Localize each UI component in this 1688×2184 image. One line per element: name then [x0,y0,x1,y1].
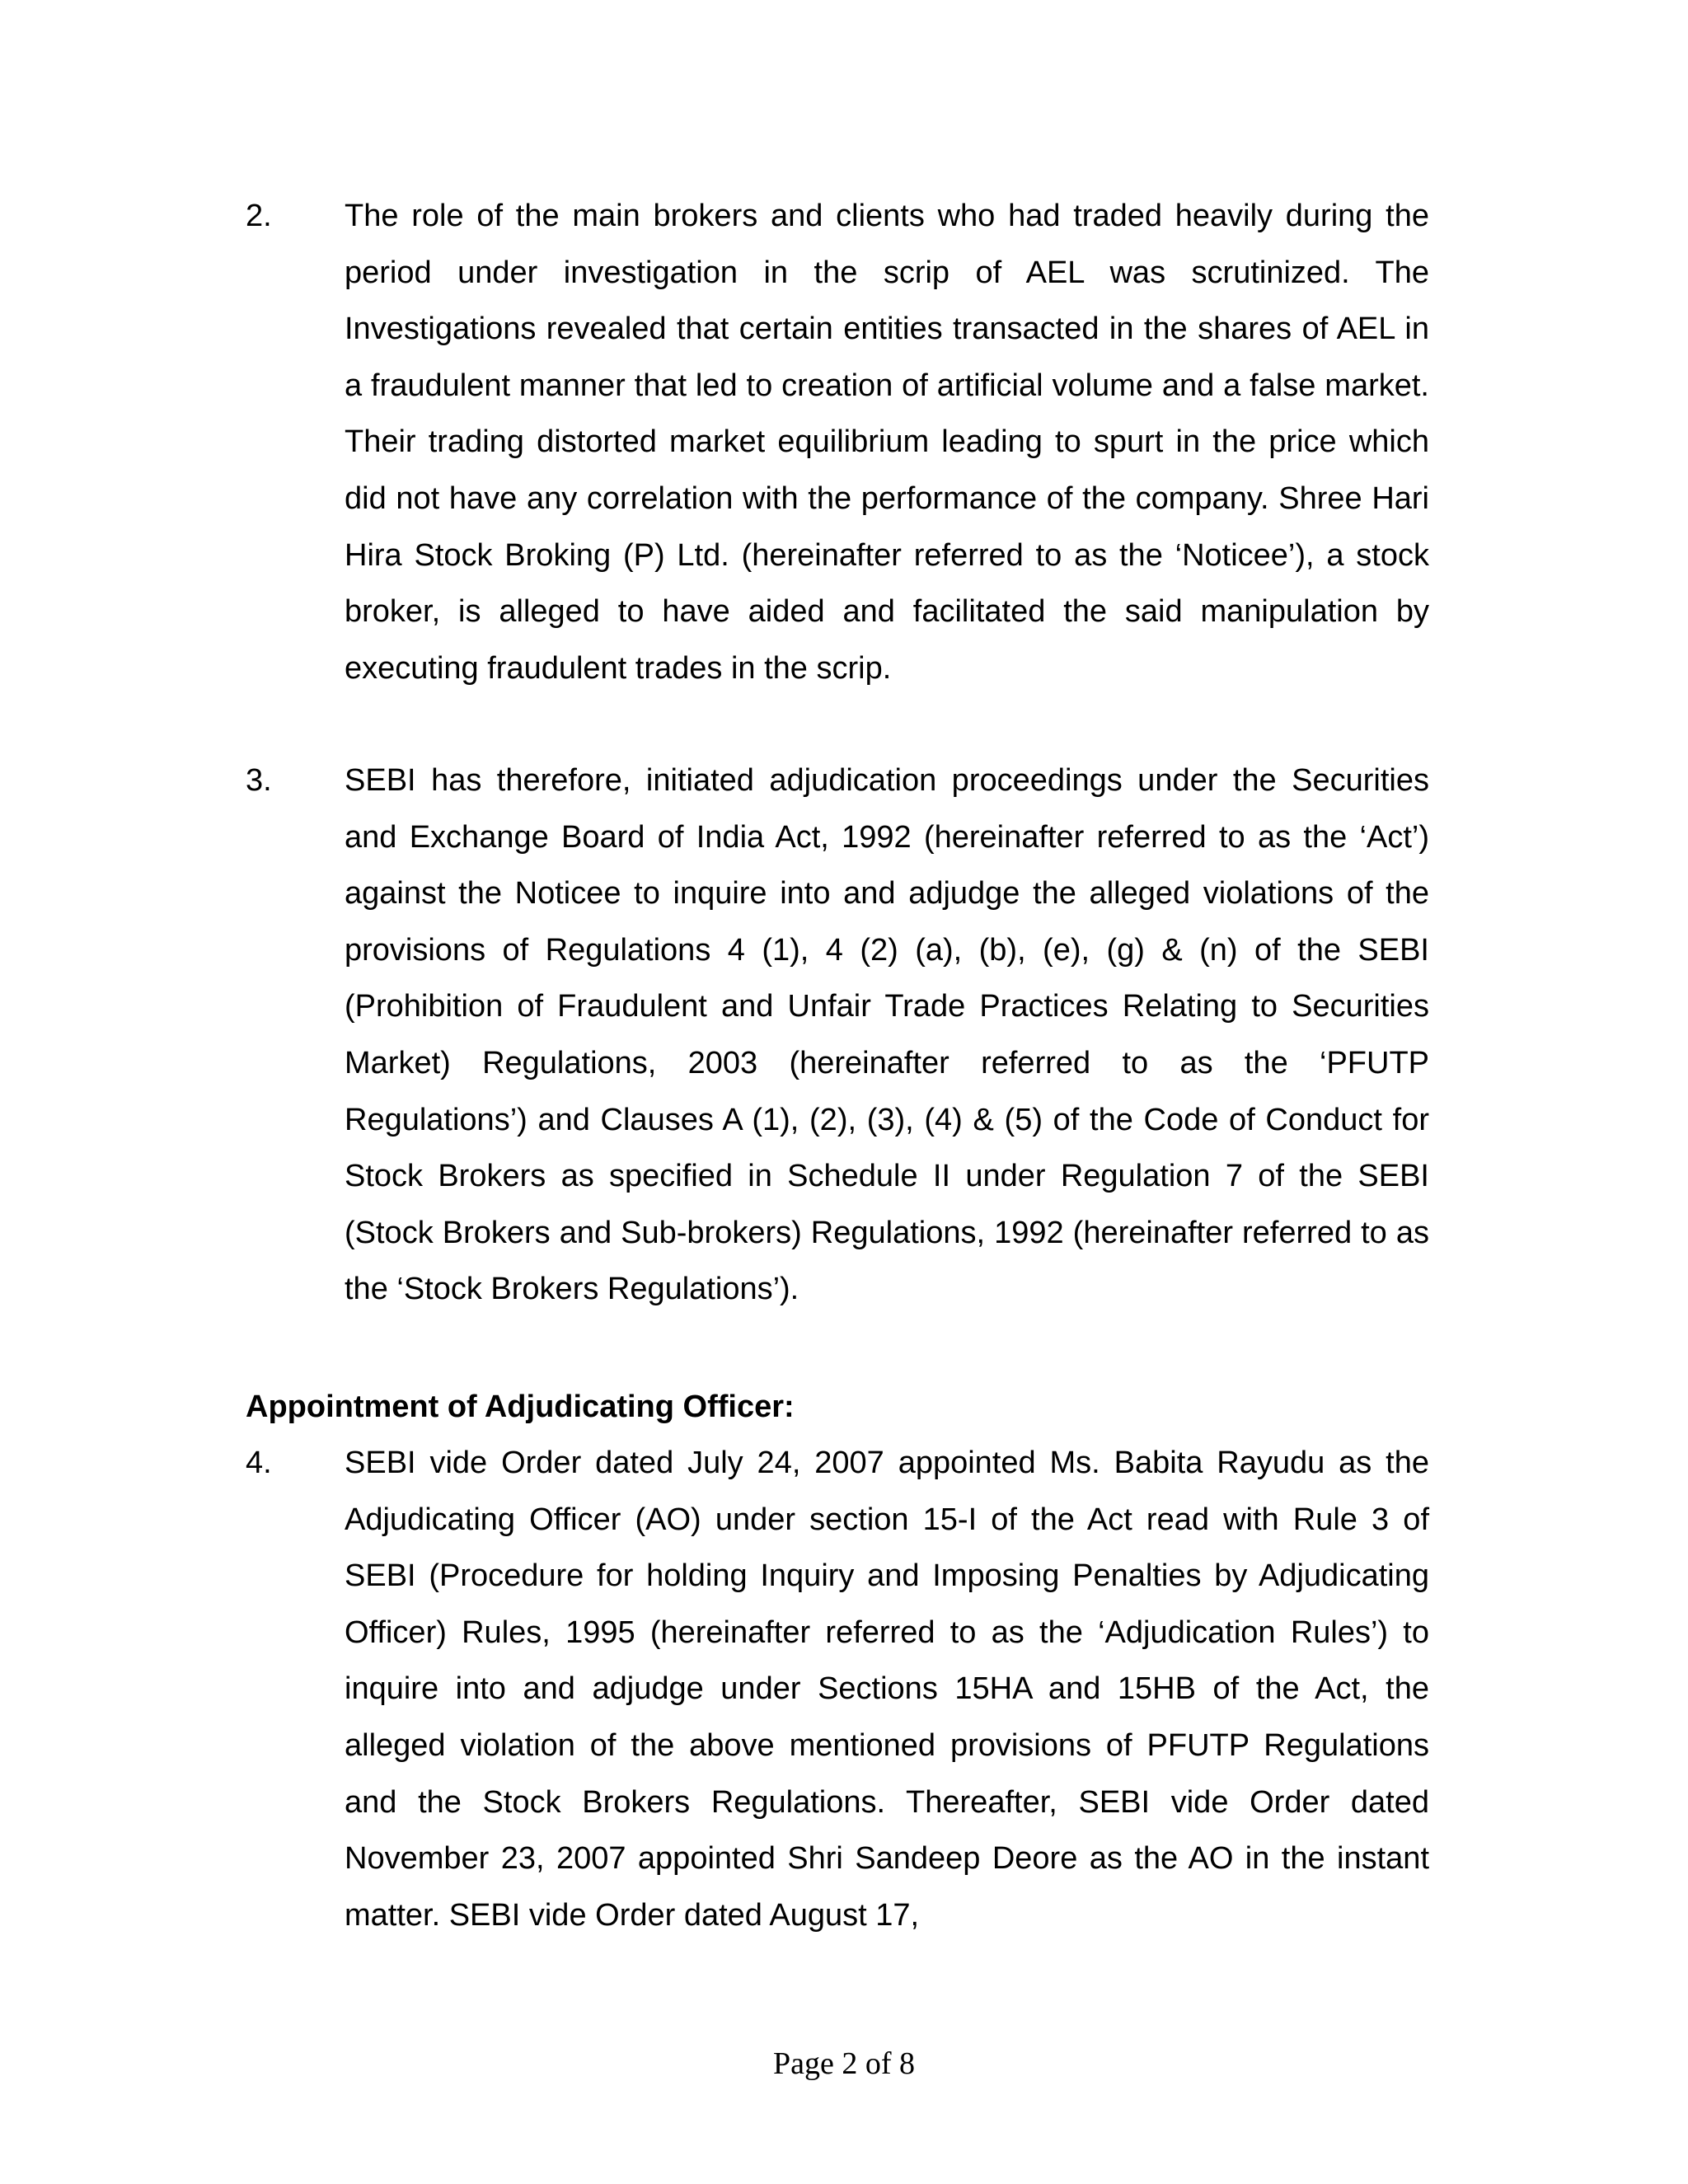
paragraph-number: 3. [246,763,272,798]
paragraph-number: 4. [246,1446,272,1480]
paragraph-number: 2. [246,199,272,233]
section-heading: Appointment of Adjudicating Officer: [246,1390,795,1424]
paragraph-text: The role of the main brokers and clients who had traded heavily during the period under investigation in the scrip of AEL was scrutinized. The Investigations revealed that certain entities transacted in the shares of AEL in a fraudulent manner that led to creation of artificial volume and a false market. Their trading distorted market equilibrium leading to spurt in the price which did not have any correlation with the performance of the company. Shree Hari Hira Stock Broking (P) Ltd. (hereinafter referred to as the ‘Noticee’), a stock broker, is alleged to have aided and facilitated the said manipulation by executing fraudulent trades in the scrip. [345,199,1429,686]
paragraph-text: SEBI vide Order dated July 24, 2007 appointed Ms. Babita Rayudu as the Adjudicating Officer (AO) under section 15-I of the Act read with Rule 3 of SEBI (Procedure for holding Inquiry and Imposing Penalties by Adjudicating Officer) Rules, 1995 (hereinafter referred to as the ‘Adjudication Rules’) to inquire into and adjudge under Sections 15HA and 15HB of the Act, the alleged violation of the above mentioned provisions of PFUTP Regulations and the Stock Brokers Regulations. Thereafter, SEBI vide Order dated November 23, 2007 appointed Shri Sandeep Deore as the AO in the instant matter. SEBI vide Order dated August 17, [345,1446,1429,1933]
paragraph-3 [246,752,1429,1318]
paragraph-text: SEBI has therefore, initiated adjudication proceedings under the Securities and Exchange Board of India Act, 1992 (hereinafter referred to as the ‘Act’) against the Noticee to inquire into and adjudge the alleged violations of the provisions of Regulations 4 (1), 4 (2) (a), (b), (e), (g) & (n) of the SEBI (Prohibition of Fraudulent and Unfair Trade Practices Relating to Securities Market) Regulations, 2003 (hereinafter referred to as the ‘PFUTP Regulations’) and Clauses A (1), (2), (3), (4) & (5) of the Code of Conduct for Stock Brokers as specified in Schedule II under Regulation 7 of the SEBI (Stock Brokers and Sub-brokers) Regulations, 1992 (hereinafter referred to as the ‘Stock Brokers Regulations’). [345,763,1429,1307]
page-number-footer: Page 2 of 8 [772,2046,916,2081]
paragraph-2 [246,188,1429,696]
paragraph-4 [246,1435,1429,1943]
